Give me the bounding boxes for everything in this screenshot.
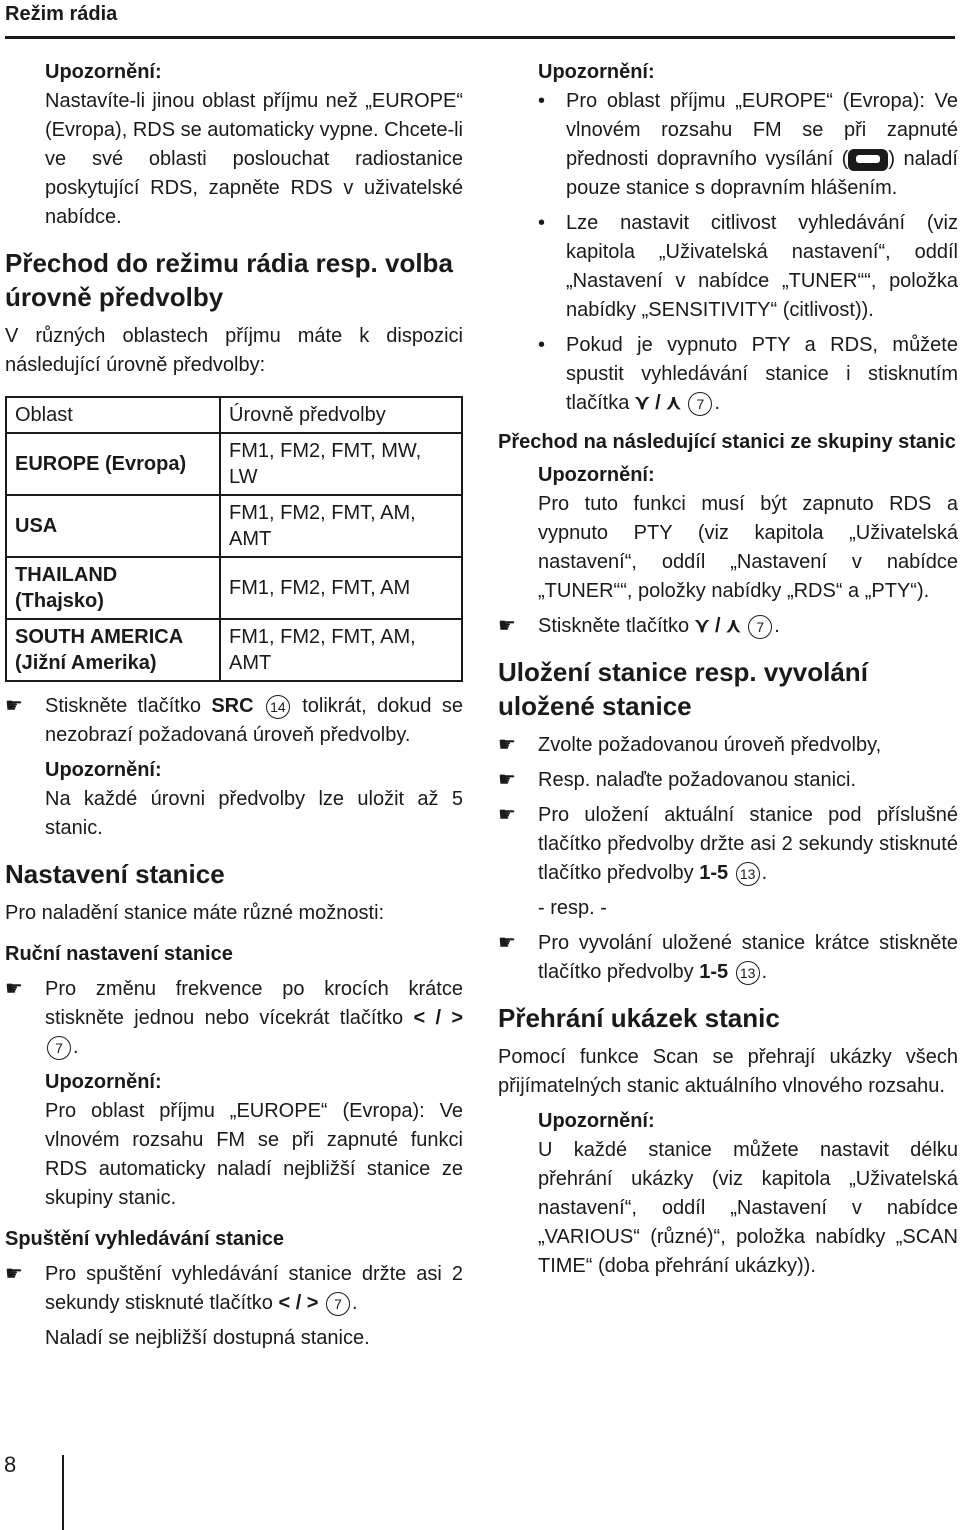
page-header-title: Režim rádia	[5, 3, 118, 25]
note-body: Na každé úrovni předvolby lze uložit až 5 stanic.	[45, 788, 463, 839]
bullet-dot-icon: •	[538, 90, 546, 112]
section-intro: Pomocí funkce Scan se přehrají ukázky všech přijímatelných stanic aktuálního vlnového rozsahu.	[498, 1046, 958, 1097]
up-down-arrow-icon: ⋎ / ⋏	[694, 615, 741, 637]
action-next-station	[498, 612, 958, 641]
note-bullet-list	[498, 87, 958, 418]
note-title: Upozornění:	[45, 1071, 162, 1093]
action-text: Resp. nalaďte požadovanou stanici.	[538, 769, 857, 791]
table-cell-levels: FM1, FM2, FMT, MW, LW	[220, 433, 462, 495]
note-title: Upozornění:	[45, 61, 162, 83]
pointing-hand-icon: ☛	[498, 615, 516, 637]
action-store-station	[498, 801, 958, 888]
table-cell-region: USA	[6, 495, 220, 557]
action-text: tolikrát, dokud se nezobrazí požadovaná úroveň předvolby.	[45, 695, 463, 746]
pointing-hand-icon: ☛	[5, 695, 23, 717]
action-tune-station	[498, 766, 958, 795]
table-header-cell: Úrovně předvolby	[220, 397, 462, 433]
page-number: 8	[4, 1452, 17, 1477]
key-number-badge: 13	[736, 862, 760, 886]
table-row	[6, 495, 462, 557]
action-text: .	[761, 862, 768, 884]
subheading-manual-tuning: Ruční nastavení stanice	[5, 943, 233, 965]
pointing-hand-icon: ☛	[498, 734, 516, 756]
table-row	[6, 433, 462, 495]
action-text: .	[352, 1292, 358, 1314]
pointing-hand-icon: ☛	[5, 1263, 23, 1285]
pointing-hand-icon: ☛	[498, 804, 516, 826]
table-header-cell: Oblast	[6, 397, 220, 433]
traffic-program-icon	[848, 149, 888, 171]
bullet-text: Pro oblast příjmu „EUROPE“ (Evropa): Ve vlnovém rozsahu FM se při zapnuté přednosti dopravního vysílání (	[566, 90, 958, 170]
action-manual-tuning	[5, 975, 463, 1062]
table-cell-levels: FM1, FM2, FMT, AM, AMT	[220, 619, 462, 681]
table-cell-region: SOUTH AMERICA (Jižní Amerika)	[6, 619, 220, 681]
note-preset-capacity	[5, 756, 463, 843]
action-text: Stiskněte tlačítko	[538, 615, 695, 637]
key-number-badge: 7	[688, 392, 712, 416]
action-text: .	[73, 1036, 79, 1058]
section-intro: V různých oblastech příjmu máte k dispozici následující úrovně předvolby:	[5, 325, 463, 376]
pointing-hand-icon: ☛	[498, 932, 516, 954]
section-heading-station-tuning: Nastavení stanice	[5, 859, 225, 889]
bullet-text: ) naladí pouze stanice s dopravním hlášením.	[566, 148, 958, 199]
header-divider	[5, 36, 955, 39]
key-label: 1-5	[699, 961, 729, 983]
note-body: U každé stanice můžete nastavit délku přehrání ukázky (viz kapitola „Uživatelská nastavení“, oddíl „Nastavení v nabídce „VARIOUS“ (různé)“, položka nabídky „SCAN TIME“ (doba přehrání ukázky)).	[538, 1139, 958, 1277]
up-down-arrow-icon: ⋎ / ⋏	[634, 392, 681, 414]
action-text: .	[774, 615, 780, 637]
action-text: Stiskněte tlačítko	[45, 695, 212, 717]
or-separator: - resp. -	[538, 897, 607, 919]
preset-levels-table	[5, 396, 463, 682]
action-press-src	[5, 692, 463, 750]
pointing-hand-icon: ☛	[5, 978, 23, 1000]
pointing-hand-icon: ☛	[498, 769, 516, 791]
key-number-badge: 14	[266, 695, 290, 719]
note-europe-traffic	[498, 58, 958, 418]
note-body: Nastavíte-li jinou oblast příjmu než „EUROPE“ (Evropa), RDS se automaticky vypne. Chcete-li ve své oblasti poslouchat radiostanice poskytující RDS, zapněte RDS v uživatelské nabídce.	[45, 90, 463, 228]
key-number-badge: 13	[736, 961, 760, 985]
table-cell-region: THAILAND (Thajsko)	[6, 557, 220, 619]
section-heading-scan: Přehrání ukázek stanic	[498, 1003, 780, 1033]
bullet-dot-icon: •	[538, 212, 546, 234]
note-rds	[5, 58, 463, 232]
action-text: Pro změnu frekvence po krocích krátce stiskněte jednou nebo vícekrát tlačítko	[45, 978, 463, 1029]
key-label: SRC	[211, 695, 254, 717]
action-text: Pro vyvolání uložené stanice krátce stiskněte tlačítko předvolby	[538, 932, 958, 983]
left-right-arrow-icon: < / >	[413, 1007, 464, 1029]
left-column	[5, 58, 463, 1353]
table-cell-region: EUROPE (Evropa)	[6, 433, 220, 495]
note-europe-fm	[5, 1068, 463, 1213]
note-scan-time	[498, 1107, 958, 1281]
key-number-badge: 7	[47, 1036, 71, 1060]
bullet-text: Lze nastavit citlivost vyhledávání (viz kapitola „Uživatelská nastavení“, oddíl „Nastavení v nabídce „TUNER““, položka nabídky „SENSITIVITY“ (citlivost)).	[566, 212, 958, 321]
bullet-dot-icon: •	[538, 334, 546, 356]
note-title: Upozornění:	[45, 759, 162, 781]
action-select-level	[498, 731, 958, 760]
table-row	[6, 557, 462, 619]
action-result: Naladí se nejbližší dostupná stanice.	[45, 1327, 370, 1349]
action-text: .	[761, 961, 768, 983]
table-cell-levels: FM1, FM2, FMT, AM	[220, 557, 462, 619]
action-text: Pro spuštění vyhledávání stanice držte asi 2 sekundy stisknuté tlačítko	[45, 1263, 463, 1314]
action-text: Pro uložení aktuální stanice pod příslušné tlačítko předvolby držte asi 2 sekundy stisknuté tlačítko předvolby	[538, 804, 958, 884]
note-title: Upozornění:	[538, 464, 655, 486]
section-heading-store-station: Uložení stanice resp. vyvolání uložené stanice	[498, 657, 868, 721]
section-intro: Pro naladění stanice máte různé možnosti:	[5, 902, 385, 924]
action-recall-station	[498, 929, 958, 987]
list-item	[538, 209, 958, 325]
table-header-row	[6, 397, 462, 433]
note-title: Upozornění:	[538, 61, 655, 83]
table-row	[6, 619, 462, 681]
note-title: Upozornění:	[538, 1110, 655, 1132]
right-column	[498, 58, 958, 1281]
action-text: Zvolte požadovanou úroveň předvolby,	[538, 734, 882, 756]
subheading-next-station: Přechod na následující stanici ze skupiny stanic	[498, 431, 956, 453]
note-body: Pro oblast příjmu „EUROPE“ (Evropa): Ve vlnovém rozsahu FM se při zapnuté funkci RDS automaticky naladí nejbližší stanice ze skupiny stanic.	[45, 1100, 463, 1209]
list-item	[538, 87, 958, 203]
key-number-badge: 7	[326, 1292, 350, 1316]
footer-divider	[62, 1455, 64, 1530]
note-rds-pty	[498, 461, 958, 606]
section-heading-radio-mode: Přechod do režimu rádia resp. volba úrovně předvolby	[5, 248, 453, 312]
table-cell-levels: FM1, FM2, FMT, AM, AMT	[220, 495, 462, 557]
bullet-text: Pokud je vypnuto PTY a RDS, můžete spustit vyhledávání stanice i stisknutím tlačítka	[566, 334, 958, 414]
key-label: 1-5	[699, 862, 729, 884]
bullet-text: .	[714, 392, 721, 414]
key-number-badge: 7	[748, 615, 772, 639]
list-item	[538, 331, 958, 418]
action-station-search	[5, 1260, 463, 1318]
subheading-station-search: Spuštění vyhledávání stanice	[5, 1228, 284, 1250]
left-right-arrow-icon: < / >	[278, 1292, 319, 1314]
note-body: Pro tuto funkci musí být zapnuto RDS a vypnuto PTY (viz kapitola „Uživatelská nastavení“, oddíl „Nastavení v nabídce „TUNER““, položky nabídky „RDS“ a „PTY“).	[538, 493, 958, 602]
